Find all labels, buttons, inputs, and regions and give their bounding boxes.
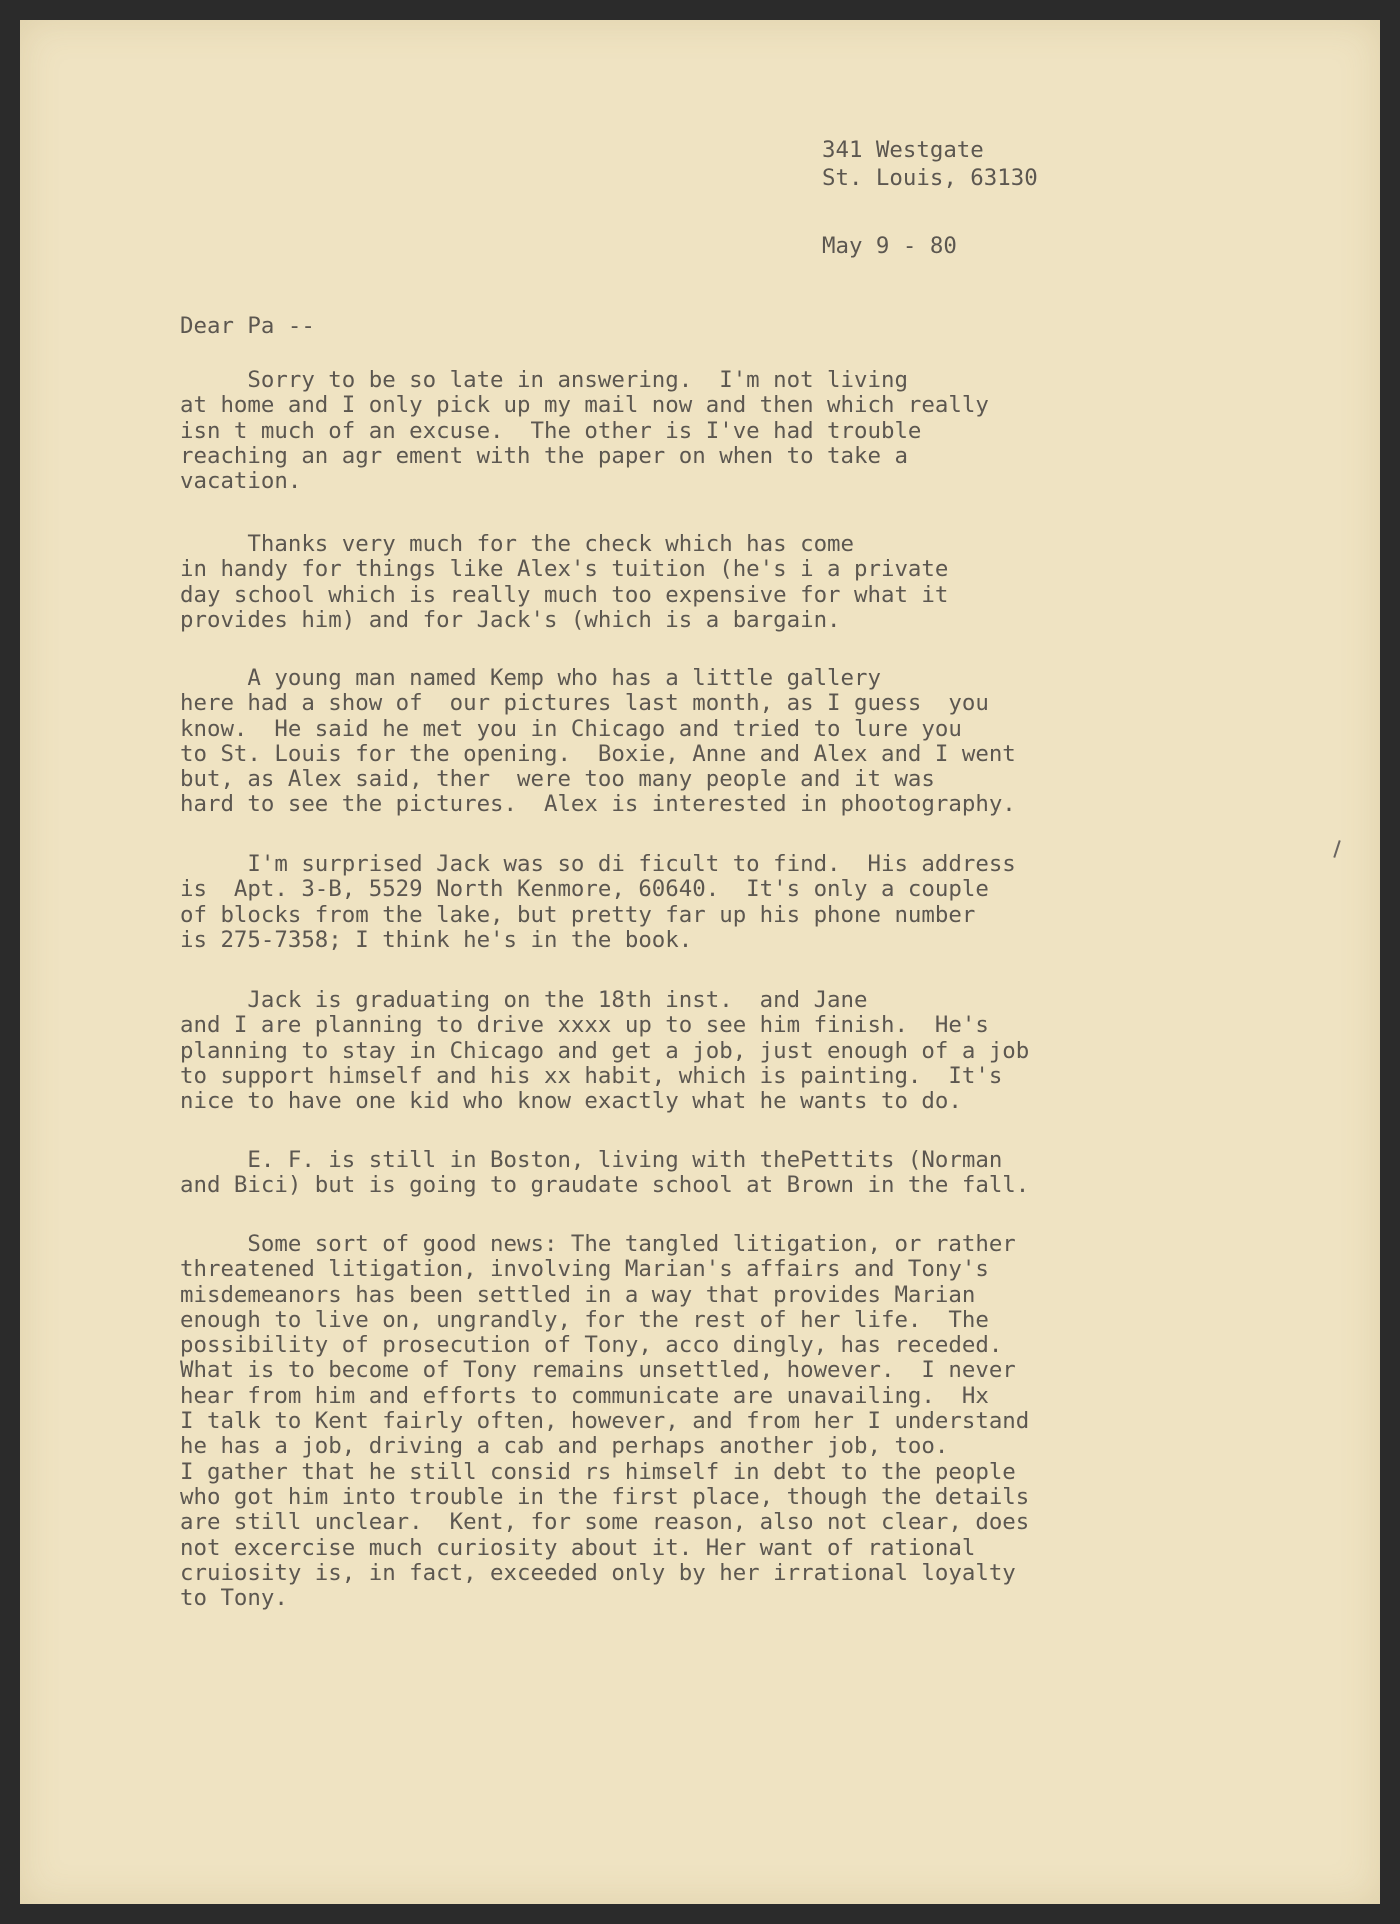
paragraph-line: Some sort of good news: The tangled litigation, or rather xyxy=(180,1231,1016,1257)
paragraph-line: I'm surprised Jack was so di ficult to find. His address xyxy=(180,851,1016,877)
paragraph-line: nice to have one kid who know exactly what he wants to do. xyxy=(180,1088,962,1115)
paragraph-line: in handy for things like Alex's tuition (he's i a private xyxy=(180,556,949,583)
paragraph-line: at home and I only pick up my mail now and then which really xyxy=(180,392,989,419)
paragraph-4 xyxy=(180,852,1016,953)
paragraph-3 xyxy=(180,666,1016,818)
paragraph-line: vacation. xyxy=(180,468,302,495)
paragraph-line: hard to see the pictures. Alex is interested in phootography. xyxy=(180,791,1016,818)
paragraph-line: are still unclear. Kent, for some reason, also not clear, does xyxy=(180,1509,1030,1536)
paragraph-line: is Apt. 3-B, 5529 North Kenmore, 60640. It's only a couple xyxy=(180,876,989,903)
paragraph-line: threatened litigation, involving Marian's affairs and Tony's xyxy=(180,1256,989,1283)
paragraph-line: of blocks from the lake, but pretty far up his phone number xyxy=(180,901,976,928)
paragraph-line: he has a job, driving a cab and perhaps another job, too. xyxy=(180,1433,949,1460)
paragraph-1 xyxy=(180,368,989,494)
letter-page xyxy=(20,20,1380,1904)
paragraph-line: here had a show of our pictures last month, as I guess you xyxy=(180,690,989,717)
paragraph-line: I gather that he still consid rs himself in debt to the people xyxy=(180,1458,1016,1485)
paragraph-line: who got him into trouble in the first place, though the details xyxy=(180,1483,1030,1510)
paragraph-line: planning to stay in Chicago and get a job, just enough of a job xyxy=(180,1037,1030,1064)
paragraph-2 xyxy=(180,532,948,633)
paragraph-line: isn t much of an excuse. The other is I've had trouble xyxy=(180,417,922,444)
paragraph-6 xyxy=(180,1148,1029,1199)
paragraph-line: possibility of prosecution of Tony, acco dingly, has receded. xyxy=(180,1332,1003,1359)
paragraph-line: is 275-7358; I think he's in the book. xyxy=(180,926,693,953)
paragraph-line: but, as Alex said, ther were too many people and it was xyxy=(180,766,935,793)
paragraph-line: Jack is graduating on the 18th inst. and Jane xyxy=(180,987,868,1013)
paragraph-5 xyxy=(180,988,1029,1114)
paragraph-line: I talk to Kent fairly often, however, and from her I understand xyxy=(180,1408,1030,1435)
paragraph-line: misdemeanors has been settled in a way that provides Marian xyxy=(180,1281,976,1308)
paragraph-7 xyxy=(180,1232,1029,1611)
paragraph-line: to St. Louis for the opening. Boxie, Anne and Alex and I went xyxy=(180,740,1016,767)
paragraph-line: What is to become of Tony remains unsettled, however. I never xyxy=(180,1357,1016,1384)
letter-date: May 9 - 80 xyxy=(822,233,957,259)
sender-address xyxy=(822,136,1038,192)
paragraph-line: enough to live on, ungrandly, for the rest of her life. The xyxy=(180,1306,989,1333)
salutation: Dear Pa -- xyxy=(180,313,315,339)
paragraph-line: cruiosity is, in fact, exceeded only by her irrational loyalty xyxy=(180,1559,1016,1586)
paragraph-line: A young man named Kemp who has a little gallery xyxy=(180,665,881,691)
paragraph-line: reaching an agr ement with the paper on when to take a xyxy=(180,442,908,469)
paragraph-line: E. F. is still in Boston, living with thePettits (Norman xyxy=(180,1147,1003,1173)
paragraph-line: and I are planning to drive xxxx up to see him finish. He's xyxy=(180,1012,989,1039)
paragraph-line: provides him) and for Jack's (which is a bargain. xyxy=(180,606,841,633)
paragraph-line: hear from him and efforts to communicate are unavailing. Hx xyxy=(180,1382,989,1409)
paragraph-line: Thanks very much for the check which has come xyxy=(180,531,855,557)
paragraph-line: to support himself and his xx habit, which is painting. It's xyxy=(180,1062,1003,1089)
paragraph-line: know. He said he met you in Chicago and tried to lure you xyxy=(180,715,962,742)
paragraph-line: and Bici) but is going to graudate school at Brown in the fall. xyxy=(180,1172,1030,1199)
paragraph-line: day school which is really much too expensive for what it xyxy=(180,581,949,608)
paragraph-line: to Tony. xyxy=(180,1585,288,1612)
stray-pen-mark xyxy=(1333,840,1340,858)
paragraph-line: Sorry to be so late in answering. I'm not living xyxy=(180,367,908,393)
address-line-1: 341 Westgate xyxy=(822,137,984,163)
paragraph-line: not excercise much curiosity about it. Her want of rational xyxy=(180,1534,976,1561)
address-line-2: St. Louis, 63130 xyxy=(822,165,1038,191)
